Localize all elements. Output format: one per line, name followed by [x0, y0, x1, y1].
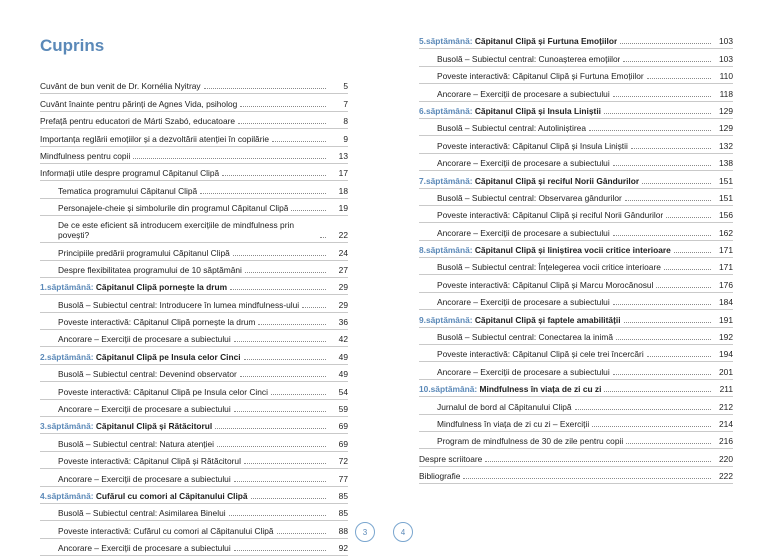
page-number-badge: 3 — [355, 522, 375, 542]
right-page — [384, 0, 768, 547]
toc-subentry[interactable]: Program de mindfulness de 30 de zile pentru copii 216 — [419, 432, 733, 449]
week-label: 8.săptămână: — [419, 245, 473, 256]
toc-page-number: 69 — [338, 421, 348, 432]
toc-page-number: 211 — [719, 384, 733, 395]
toc-subentry[interactable]: Busolă – Subiectul central: Asimilarea Binelui 85 — [40, 504, 348, 521]
toc-subentry[interactable]: Mindfulness în viața de zi cu zi – Exerciții 214 — [419, 415, 733, 432]
toc-entry[interactable]: Importanța reglării emoțiilor și a dezvoltării atenției în copilărie 9 — [40, 129, 348, 146]
toc-page-number: 19 — [338, 203, 348, 214]
toc-subentry[interactable]: Despre flexibilitatea programului de 10 săptămâni 27 — [40, 261, 348, 278]
toc-page-number: 156 — [719, 210, 733, 221]
toc-subentry[interactable]: Busolă – Subiectul central: Cunoașterea emoțiilor 103 — [419, 49, 733, 66]
toc-entry[interactable]: Despre scriitoare 220 — [419, 449, 733, 466]
toc-page-number: 103 — [719, 36, 733, 47]
toc-subentry[interactable]: Ancorare – Exerciții de procesare a subiectului 77 — [40, 469, 348, 486]
toc-subentry[interactable]: Ancorare – Exerciții de procesare a subiectului 42 — [40, 330, 348, 347]
toc-page-number: 8 — [343, 116, 348, 127]
week-label: 5.săptămână: — [419, 36, 473, 47]
toc-page-number: 192 — [719, 332, 733, 343]
week-label: 9.săptămână: — [419, 314, 473, 325]
toc-page-number: 59 — [338, 404, 348, 415]
toc-subentry[interactable]: Busolă – Subiectul central: Natura atenției 69 — [40, 434, 348, 451]
toc-page-number: 18 — [338, 185, 348, 196]
toc-week-heading[interactable]: 3.săptămână: Căpitanul Clipă și Rătăcitorul 69 — [40, 417, 348, 434]
toc-page-number: 36 — [338, 317, 348, 328]
toc-subentry[interactable]: Ancorare – Exerciții de procesare a subiectului 59 — [40, 400, 348, 417]
week-label: 3.săptămână: — [40, 421, 94, 432]
toc-subentry[interactable]: Poveste interactivă: Căpitanul Clipă pe Insula celor Cinci 54 — [40, 382, 348, 399]
week-label: 2.săptămână: — [40, 351, 94, 362]
toc-subentry[interactable]: Poveste interactivă: Cufărul cu comori al Căpitanului Clipă 88 — [40, 521, 348, 538]
toc-page-number: 54 — [338, 386, 348, 397]
week-label: 4.săptămână: — [40, 490, 94, 501]
toc-subentry[interactable]: Poveste interactivă: Căpitanul Clipă și Furtuna Emoțiilor 110 — [419, 67, 733, 84]
week-label: 6.săptămână: — [419, 105, 473, 116]
toc-page-number: 138 — [719, 158, 733, 169]
toc-page-number: 201 — [719, 366, 733, 377]
toc-page-number: 184 — [719, 297, 733, 308]
toc-page-number: 132 — [719, 140, 733, 151]
week-label: 7.săptămână: — [419, 175, 473, 186]
toc-page-number: 27 — [338, 264, 348, 275]
toc-subentry[interactable]: Ancorare – Exerciții de procesare a subiectului 184 — [419, 293, 733, 310]
toc-subentry[interactable]: De ce este eficient să introducem exercițiile de mindfulness prin povești? 22 — [40, 216, 348, 243]
toc-entry[interactable]: Prefață pentru educatori de Márti Szabó, educatoare 8 — [40, 112, 348, 129]
toc-page-number: 22 — [338, 230, 348, 241]
toc-subentry[interactable]: Busolă – Subiectul central: Autoliniștirea 129 — [419, 119, 733, 136]
toc-page-number: 103 — [719, 53, 733, 64]
toc-page-number: 194 — [719, 349, 733, 360]
toc-subentry[interactable]: Ancorare – Exerciții de procesare a subiectului 201 — [419, 362, 733, 379]
toc-page-number: 13 — [338, 150, 348, 161]
toc-subentry[interactable]: Ancorare – Exerciții de procesare a subiectului 92 — [40, 539, 348, 556]
toc-page-number: 110 — [719, 71, 733, 82]
toc-page-number: 216 — [719, 436, 733, 447]
toc-page-number: 222 — [719, 471, 733, 482]
toc-week-heading[interactable]: 5.săptămână: Căpitanul Clipă și Furtuna Emoțiilor 103 — [419, 32, 733, 49]
toc-page-number: 72 — [338, 456, 348, 467]
toc-page-number: 151 — [719, 192, 733, 203]
toc-page-number: 29 — [338, 282, 348, 293]
toc-subentry[interactable]: Personajele-cheie și simbolurile din programul Căpitanul Clipă 19 — [40, 199, 348, 216]
toc-subentry[interactable]: Busolă – Subiectul central: Înțelegerea vocii critice interioare 171 — [419, 258, 733, 275]
toc-subentry[interactable]: Poveste interactivă: Căpitanul Clipă și Marcu Morocănosul 176 — [419, 275, 733, 292]
toc-page-number: 220 — [719, 453, 733, 464]
toc-subentry[interactable]: Busolă – Subiectul central: Observarea gândurilor 151 — [419, 189, 733, 206]
toc-list-right — [419, 32, 733, 484]
toc-week-heading[interactable]: 8.săptămână: Căpitanul Clipă și liniștirea vocii critice interioare 171 — [419, 241, 733, 258]
toc-subentry[interactable]: Busolă – Subiectul central: Introducere în lumea mindfulness-ului 29 — [40, 295, 348, 312]
toc-subentry[interactable]: Ancorare – Exerciții de procesare a subiectului 118 — [419, 84, 733, 101]
week-label: 1.săptămână: — [40, 282, 94, 293]
toc-page-number: 212 — [719, 401, 733, 412]
toc-page-number: 92 — [338, 543, 348, 554]
toc-subentry[interactable]: Poveste interactivă: Căpitanul Clipă și cele trei încercări 194 — [419, 345, 733, 362]
toc-page-number: 17 — [338, 168, 348, 179]
toc-entry[interactable]: Mindfulness pentru copii 13 — [40, 147, 348, 164]
toc-subentry[interactable]: Poveste interactivă: Căpitanul Clipă și Insula Liniștii 132 — [419, 136, 733, 153]
toc-week-heading[interactable]: 1.săptămână: Căpitanul Clipă pornește la drum 29 — [40, 278, 348, 295]
toc-subentry[interactable]: Jurnalul de bord al Căpitanului Clipă 212 — [419, 397, 733, 414]
toc-page-number: 214 — [719, 418, 733, 429]
toc-page-number: 151 — [719, 175, 733, 186]
toc-subentry[interactable]: Poveste interactivă: Căpitanul Clipă pornește la drum 36 — [40, 313, 348, 330]
toc-week-heading[interactable]: 7.săptămână: Căpitanul Clipă și reciful Norii Gândurilor 151 — [419, 171, 733, 188]
page-title: Cuprins — [40, 36, 105, 55]
toc-page-number: 42 — [338, 334, 348, 345]
toc-subentry[interactable]: Poveste interactivă: Căpitanul Clipă și Rătăcitorul 72 — [40, 452, 348, 469]
page-number-badge: 4 — [393, 522, 413, 542]
toc-entry[interactable]: Cuvânt înainte pentru părinți de Agnes Vida, psiholog 7 — [40, 94, 348, 111]
toc-entry[interactable]: Informații utile despre programul Căpitanul Clipă 17 — [40, 164, 348, 181]
toc-page-number: 118 — [719, 88, 733, 99]
toc-week-heading[interactable]: 10.săptămână: Mindfulness în viața de zi cu zi 211 — [419, 380, 733, 397]
toc-page-number: 129 — [719, 105, 733, 116]
toc-entry[interactable]: Bibliografie 222 — [419, 467, 733, 484]
toc-subentry[interactable]: Tematica programului Căpitanul Clipă 18 — [40, 181, 348, 198]
toc-page-number: 88 — [338, 525, 348, 536]
toc-subentry[interactable]: Principiile predării programului Căpitanul Clipă 24 — [40, 243, 348, 260]
toc-list-left — [40, 77, 348, 556]
toc-page-number: 85 — [338, 508, 348, 519]
toc-page-number: 49 — [338, 369, 348, 380]
toc-page-number: 171 — [719, 262, 733, 273]
toc-page-number: 77 — [338, 473, 348, 484]
toc-page-number: 29 — [338, 299, 348, 310]
toc-page-number: 162 — [719, 227, 733, 238]
toc-page-number: 5 — [343, 81, 348, 92]
toc-subentry[interactable]: Busolă – Subiectul central: Conectarea la inimă 192 — [419, 328, 733, 345]
toc-page-number: 171 — [719, 245, 733, 256]
toc-entry[interactable]: Cuvânt de bun venit de Dr. Kornélia Nyitray 5 — [40, 77, 348, 94]
toc-week-heading[interactable]: 2.săptămână: Căpitanul Clipă pe Insula celor Cinci 49 — [40, 347, 348, 364]
toc-page-number: 129 — [719, 123, 733, 134]
toc-subentry[interactable]: Ancorare – Exerciții de procesare a subiectului 162 — [419, 223, 733, 240]
toc-subentry[interactable]: Busolă – Subiectul central: Devenind observator 49 — [40, 365, 348, 382]
toc-page-number: 85 — [338, 490, 348, 501]
toc-page-number: 24 — [338, 247, 348, 258]
toc-page-number: 69 — [338, 438, 348, 449]
toc-page-number: 7 — [343, 98, 348, 109]
toc-week-heading[interactable]: 6.săptămână: Căpitanul Clipă și Insula Liniștii 129 — [419, 102, 733, 119]
left-page — [0, 0, 384, 554]
toc-page-number: 176 — [719, 279, 733, 290]
toc-subentry[interactable]: Ancorare – Exerciții de procesare a subiectului 138 — [419, 154, 733, 171]
toc-page-number: 9 — [343, 133, 348, 144]
week-label: 10.săptămână: — [419, 384, 478, 395]
toc-page-number: 49 — [338, 351, 348, 362]
toc-week-heading[interactable]: 9.săptămână: Căpitanul Clipă și faptele amabilității 191 — [419, 310, 733, 327]
toc-page-number: 191 — [719, 314, 733, 325]
toc-week-heading[interactable]: 4.săptămână: Cufărul cu comori al Căpitanului Clipă 85 — [40, 487, 348, 504]
toc-subentry[interactable]: Poveste interactivă: Căpitanul Clipă și reciful Norii Gândurilor 156 — [419, 206, 733, 223]
